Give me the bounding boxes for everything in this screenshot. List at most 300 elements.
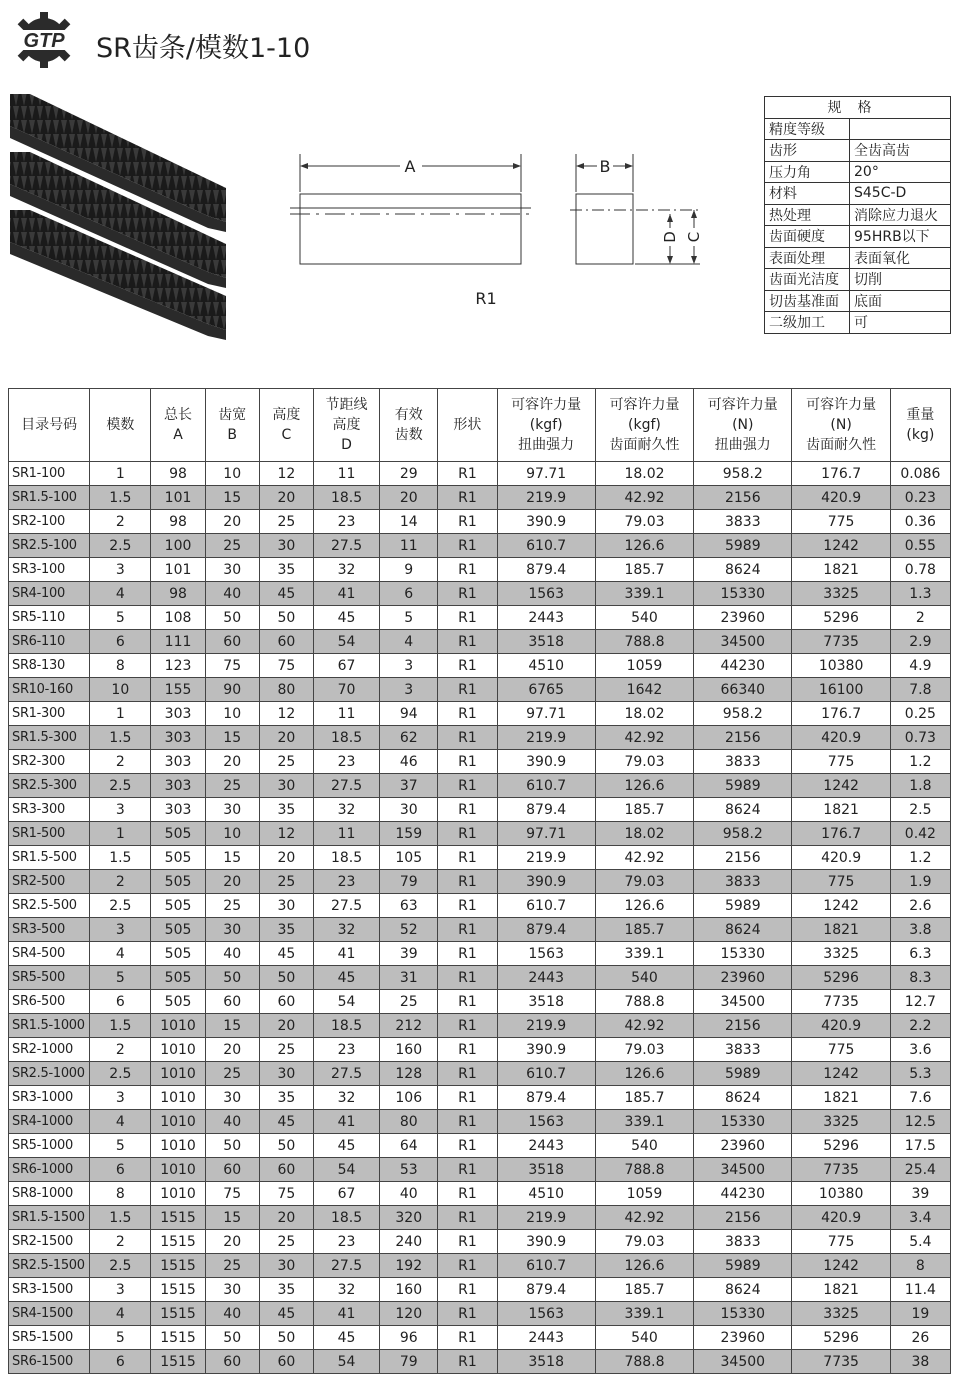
table-cell: 34500 [694, 630, 792, 654]
table-cell: 97.71 [497, 702, 595, 726]
table-cell: 12.5 [890, 1110, 950, 1134]
table-cell: 100 [151, 534, 205, 558]
table-cell: 1515 [151, 1278, 205, 1302]
table-cell: 1515 [151, 1254, 205, 1278]
table-cell: 3518 [497, 990, 595, 1014]
table-cell: 1515 [151, 1206, 205, 1230]
table-cell: 5296 [792, 1134, 890, 1158]
table-cell: R1 [438, 966, 497, 990]
column-header-line: 目录号码 [21, 417, 78, 433]
table-cell: 5.3 [890, 1062, 950, 1086]
table-cell: 160 [380, 1038, 438, 1062]
table-cell: 420.9 [792, 486, 890, 510]
table-cell: 75 [259, 654, 313, 678]
table-cell: 126.6 [595, 774, 693, 798]
table-cell: 2.2 [890, 1014, 950, 1038]
table-cell: 50 [205, 1326, 259, 1350]
table-cell: 8624 [694, 1086, 792, 1110]
table-cell: 958.2 [694, 822, 792, 846]
dimension-drawing [286, 152, 716, 322]
table-cell: 610.7 [497, 534, 595, 558]
table-cell: 25 [259, 510, 313, 534]
table-cell: 1242 [792, 1062, 890, 1086]
table-row [9, 798, 951, 822]
table-cell: 879.4 [497, 798, 595, 822]
table-cell: 7735 [792, 1158, 890, 1182]
table-cell: 420.9 [792, 726, 890, 750]
table-row [9, 654, 951, 678]
table-cell: 3325 [792, 582, 890, 606]
table-cell: 185.7 [595, 798, 693, 822]
table-row [9, 1302, 951, 1326]
logo-text: GTP [23, 30, 65, 52]
table-cell: 50 [205, 1134, 259, 1158]
table-cell: 3 [90, 1086, 151, 1110]
table-cell: 1 [90, 462, 151, 486]
catalog-code-cell: SR6-110 [9, 630, 90, 654]
table-cell: 30 [205, 798, 259, 822]
table-cell: 5989 [694, 1254, 792, 1278]
table-cell: 420.9 [792, 1014, 890, 1038]
catalog-code-cell: SR2.5-1500 [9, 1254, 90, 1278]
table-cell: 39 [890, 1182, 950, 1206]
spec-table [764, 96, 951, 334]
table-cell: 788.8 [595, 1350, 693, 1374]
table-row [9, 750, 951, 774]
table-cell: 23 [313, 510, 379, 534]
table-cell: R1 [438, 462, 497, 486]
table-cell: 23960 [694, 1134, 792, 1158]
table-cell: 2.6 [890, 894, 950, 918]
table-cell: 2156 [694, 726, 792, 750]
table-row [9, 1206, 951, 1230]
table-row [9, 1110, 951, 1134]
table-cell: 23 [313, 1038, 379, 1062]
table-cell: 50 [259, 966, 313, 990]
table-cell: 27.5 [313, 894, 379, 918]
table-row [9, 822, 951, 846]
table-cell: 30 [259, 894, 313, 918]
table-cell: 27.5 [313, 1062, 379, 1086]
table-cell: 39 [380, 942, 438, 966]
table-cell: 1515 [151, 1230, 205, 1254]
table-cell: 54 [313, 1158, 379, 1182]
table-cell: 303 [151, 726, 205, 750]
table-cell: 6 [90, 1350, 151, 1374]
table-cell: 30 [205, 1086, 259, 1110]
table-cell: 27.5 [313, 534, 379, 558]
table-cell: 3833 [694, 510, 792, 534]
table-cell: 1.2 [890, 750, 950, 774]
table-cell: 40 [205, 942, 259, 966]
table-cell: 7735 [792, 1350, 890, 1374]
table-cell: 3 [90, 558, 151, 582]
table-cell: 30 [259, 774, 313, 798]
table-cell: 70 [313, 678, 379, 702]
table-cell: 390.9 [497, 510, 595, 534]
catalog-code-cell: SR6-1000 [9, 1158, 90, 1182]
table-cell: 7735 [792, 630, 890, 654]
table-cell: 60 [259, 990, 313, 1014]
table-cell: 80 [259, 678, 313, 702]
table-cell: 96 [380, 1326, 438, 1350]
table-cell: 303 [151, 750, 205, 774]
table-cell: 17.5 [890, 1134, 950, 1158]
table-row [9, 1350, 951, 1374]
table-cell: 505 [151, 894, 205, 918]
table-cell: R1 [438, 894, 497, 918]
table-cell: R1 [438, 942, 497, 966]
table-cell: 3.4 [890, 1206, 950, 1230]
table-cell: 1.5 [90, 846, 151, 870]
table-cell: 8 [890, 1254, 950, 1278]
column-header-line: 齿数 [394, 427, 423, 443]
table-cell: 27.5 [313, 1254, 379, 1278]
table-cell: R1 [438, 870, 497, 894]
table-cell: 2 [90, 1038, 151, 1062]
catalog-code-cell: SR3-300 [9, 798, 90, 822]
table-body [9, 462, 951, 1374]
table-cell: 0.78 [890, 558, 950, 582]
table-cell: 775 [792, 1038, 890, 1062]
table-cell: 60 [205, 990, 259, 1014]
column-header [890, 389, 950, 462]
column-header-line: B [227, 427, 237, 443]
table-cell: 2156 [694, 846, 792, 870]
table-cell: 46 [380, 750, 438, 774]
table-cell: 5989 [694, 534, 792, 558]
table-cell: 32 [313, 918, 379, 942]
catalog-code-cell: SR4-100 [9, 582, 90, 606]
table-cell: 2443 [497, 606, 595, 630]
table-cell: 212 [380, 1014, 438, 1038]
table-cell: 6765 [497, 678, 595, 702]
table-cell: R1 [438, 678, 497, 702]
table-cell: 176.7 [792, 462, 890, 486]
table-cell: R1 [438, 726, 497, 750]
table-cell: 2 [90, 510, 151, 534]
table-cell: 32 [313, 1278, 379, 1302]
table-row [9, 894, 951, 918]
table-cell: 62 [380, 726, 438, 750]
table-cell: 60 [259, 630, 313, 654]
column-header-line: 总长 [164, 407, 193, 423]
table-cell: 240 [380, 1230, 438, 1254]
table-cell: 3325 [792, 1302, 890, 1326]
table-cell: 6 [90, 1158, 151, 1182]
table-cell: 1.5 [90, 726, 151, 750]
table-cell: 303 [151, 798, 205, 822]
catalog-code-cell: SR1-500 [9, 822, 90, 846]
dimension-a-label: A [404, 157, 416, 176]
table-cell: 3518 [497, 1158, 595, 1182]
catalog-code-cell: SR8-1000 [9, 1182, 90, 1206]
table-cell: 30 [259, 1254, 313, 1278]
table-cell: 159 [380, 822, 438, 846]
table-cell: 505 [151, 942, 205, 966]
column-header-line: 高度 [272, 407, 301, 423]
table-cell: 25 [259, 1230, 313, 1254]
table-cell: 1010 [151, 1158, 205, 1182]
table-cell: 54 [313, 630, 379, 654]
table-cell: 25 [259, 750, 313, 774]
catalog-code-cell: SR1.5-500 [9, 846, 90, 870]
table-cell: 2.9 [890, 630, 950, 654]
column-header-line: (kg) [906, 427, 935, 443]
table-cell: 15 [205, 1014, 259, 1038]
table-cell: 50 [259, 1326, 313, 1350]
table-cell: 3 [380, 654, 438, 678]
table-cell: 105 [380, 846, 438, 870]
table-cell: 30 [259, 1062, 313, 1086]
table-row [9, 582, 951, 606]
table-cell: 111 [151, 630, 205, 654]
catalog-code-cell: SR1-100 [9, 462, 90, 486]
table-cell: 775 [792, 750, 890, 774]
table-cell: 15 [205, 1206, 259, 1230]
table-row [9, 630, 951, 654]
catalog-code-cell: SR6-1500 [9, 1350, 90, 1374]
table-cell: 35 [259, 918, 313, 942]
table-cell: 42.92 [595, 1206, 693, 1230]
table-row [9, 486, 951, 510]
table-cell: 45 [313, 1326, 379, 1350]
column-header-line: A [173, 427, 183, 443]
table-cell: 45 [259, 1302, 313, 1326]
table-row [9, 702, 951, 726]
table-cell: 1010 [151, 1086, 205, 1110]
table-cell: 128 [380, 1062, 438, 1086]
table-row [9, 846, 951, 870]
table-cell: 775 [792, 870, 890, 894]
table-cell: 505 [151, 870, 205, 894]
table-cell: 0.086 [890, 462, 950, 486]
table-cell: 1821 [792, 1278, 890, 1302]
product-table [8, 388, 951, 1374]
table-cell: 1515 [151, 1326, 205, 1350]
table-cell: 23 [313, 750, 379, 774]
table-cell: 60 [205, 1158, 259, 1182]
shape-label: R1 [475, 289, 497, 308]
table-cell: 18.02 [595, 462, 693, 486]
table-cell: 6 [90, 990, 151, 1014]
table-cell: 32 [313, 1086, 379, 1110]
spec-row: 齿面光洁度 切削 [765, 269, 951, 291]
catalog-code-cell: SR2-100 [9, 510, 90, 534]
column-header-line: C [281, 427, 292, 443]
table-cell: 54 [313, 1350, 379, 1374]
table-cell: 879.4 [497, 558, 595, 582]
table-cell: 540 [595, 1134, 693, 1158]
catalog-code-cell: SR2-1500 [9, 1230, 90, 1254]
table-cell: 1242 [792, 774, 890, 798]
table-row [9, 1278, 951, 1302]
column-header [497, 389, 595, 462]
table-cell: 20 [205, 870, 259, 894]
table-cell: 30 [380, 798, 438, 822]
column-header-line: 可容许力量 [609, 397, 680, 413]
column-header [792, 389, 890, 462]
table-cell: 10 [90, 678, 151, 702]
table-cell: 8 [90, 654, 151, 678]
column-header [380, 389, 438, 462]
table-cell: 7.8 [890, 678, 950, 702]
table-cell: 5989 [694, 774, 792, 798]
table-cell: 15330 [694, 1110, 792, 1134]
table-cell: R1 [438, 798, 497, 822]
table-cell: 20 [259, 846, 313, 870]
table-cell: 20 [205, 1230, 259, 1254]
table-cell: 11.4 [890, 1278, 950, 1302]
column-header-line: 可容许力量 [707, 397, 778, 413]
table-cell: 610.7 [497, 774, 595, 798]
table-cell: 0.55 [890, 534, 950, 558]
table-cell: 94 [380, 702, 438, 726]
table-cell: 25 [205, 774, 259, 798]
table-cell: 126.6 [595, 1254, 693, 1278]
table-cell: 40 [205, 582, 259, 606]
table-cell: 25 [259, 1038, 313, 1062]
table-cell: 98 [151, 582, 205, 606]
table-cell: 1010 [151, 1062, 205, 1086]
table-cell: 18.5 [313, 846, 379, 870]
table-cell: 126.6 [595, 534, 693, 558]
table-cell: 4 [90, 1302, 151, 1326]
table-cell: 25.4 [890, 1158, 950, 1182]
table-cell: R1 [438, 534, 497, 558]
column-header-line: 高度 [332, 417, 361, 433]
table-cell: R1 [438, 1086, 497, 1110]
table-cell: 41 [313, 582, 379, 606]
column-header-line: 可容许力量 [806, 397, 877, 413]
table-cell: 75 [205, 654, 259, 678]
table-cell: 540 [595, 1326, 693, 1350]
table-cell: 390.9 [497, 1038, 595, 1062]
catalog-code-cell: SR2.5-500 [9, 894, 90, 918]
table-cell: 79.03 [595, 1230, 693, 1254]
spec-row: 材料 S45C-D [765, 183, 951, 205]
catalog-code-cell: SR1.5-1000 [9, 1014, 90, 1038]
table-cell: 155 [151, 678, 205, 702]
table-cell: 66340 [694, 678, 792, 702]
column-header [9, 389, 90, 462]
table-cell: 75 [259, 1182, 313, 1206]
table-cell: 79 [380, 1350, 438, 1374]
catalog-code-cell: SR2-1000 [9, 1038, 90, 1062]
table-cell: 1242 [792, 534, 890, 558]
table-cell: R1 [438, 1302, 497, 1326]
table-cell: 12 [259, 822, 313, 846]
dimension-b-label: B [599, 157, 611, 176]
spec-row: 二级加工 可 [765, 312, 951, 334]
table-cell: 3 [90, 1278, 151, 1302]
table-cell: 1563 [497, 1302, 595, 1326]
table-cell: 160 [380, 1278, 438, 1302]
catalog-code-cell: SR5-1000 [9, 1134, 90, 1158]
table-cell: 18.5 [313, 1206, 379, 1230]
table-cell: 6 [90, 630, 151, 654]
table-cell: R1 [438, 1014, 497, 1038]
table-cell: 2156 [694, 1206, 792, 1230]
table-cell: 1515 [151, 1350, 205, 1374]
table-cell: 1010 [151, 1182, 205, 1206]
table-row [9, 1038, 951, 1062]
catalog-code-cell: SR4-1000 [9, 1110, 90, 1134]
table-cell: 10380 [792, 1182, 890, 1206]
table-cell: 0.36 [890, 510, 950, 534]
table-cell: 5 [90, 606, 151, 630]
table-cell: 2156 [694, 486, 792, 510]
table-cell: 2156 [694, 1014, 792, 1038]
table-cell: 1010 [151, 1134, 205, 1158]
table-cell: 45 [313, 966, 379, 990]
table-cell: 67 [313, 1182, 379, 1206]
table-cell: 45 [313, 606, 379, 630]
dimension-d-label: D [661, 231, 679, 243]
table-cell: 45 [259, 582, 313, 606]
table-cell: 60 [205, 630, 259, 654]
table-cell: 10380 [792, 654, 890, 678]
table-cell: 5296 [792, 1326, 890, 1350]
table-cell: 11 [313, 822, 379, 846]
table-cell: 1.2 [890, 846, 950, 870]
table-cell: 19 [890, 1302, 950, 1326]
table-cell: 5 [380, 606, 438, 630]
table-cell: 20 [259, 1014, 313, 1038]
table-cell: 60 [259, 1350, 313, 1374]
dimension-c-label: C [685, 231, 703, 243]
catalog-code-cell: SR1-300 [9, 702, 90, 726]
table-cell: 27.5 [313, 774, 379, 798]
table-cell: 303 [151, 774, 205, 798]
table-cell: 219.9 [497, 1206, 595, 1230]
column-header-line: D [341, 437, 352, 453]
table-header-row [9, 389, 951, 462]
table-cell: 34500 [694, 1350, 792, 1374]
table-cell: 98 [151, 462, 205, 486]
table-cell: 775 [792, 510, 890, 534]
column-header [151, 389, 205, 462]
table-cell: 505 [151, 966, 205, 990]
table-cell: 3833 [694, 870, 792, 894]
table-cell: 1242 [792, 894, 890, 918]
table-cell: 1821 [792, 918, 890, 942]
table-cell: 219.9 [497, 1014, 595, 1038]
table-cell: 41 [313, 942, 379, 966]
table-cell: 3518 [497, 630, 595, 654]
table-cell: 97.71 [497, 822, 595, 846]
table-row [9, 942, 951, 966]
table-cell: 15 [205, 486, 259, 510]
table-cell: 7.6 [890, 1086, 950, 1110]
table-cell: 185.7 [595, 558, 693, 582]
table-row [9, 534, 951, 558]
table-cell: 1821 [792, 558, 890, 582]
table-cell: 126.6 [595, 894, 693, 918]
table-cell: 0.25 [890, 702, 950, 726]
table-cell: 14 [380, 510, 438, 534]
table-cell: 303 [151, 702, 205, 726]
catalog-code-cell: SR5-110 [9, 606, 90, 630]
spec-row: 热处理 消除应力退火 [765, 204, 951, 226]
table-cell: 23960 [694, 966, 792, 990]
table-cell: 2.5 [90, 1254, 151, 1278]
table-row [9, 1254, 951, 1278]
table-cell: 1821 [792, 798, 890, 822]
gtp-gear-logo [8, 12, 80, 68]
table-cell: 63 [380, 894, 438, 918]
column-header-line: (N) [732, 417, 754, 433]
